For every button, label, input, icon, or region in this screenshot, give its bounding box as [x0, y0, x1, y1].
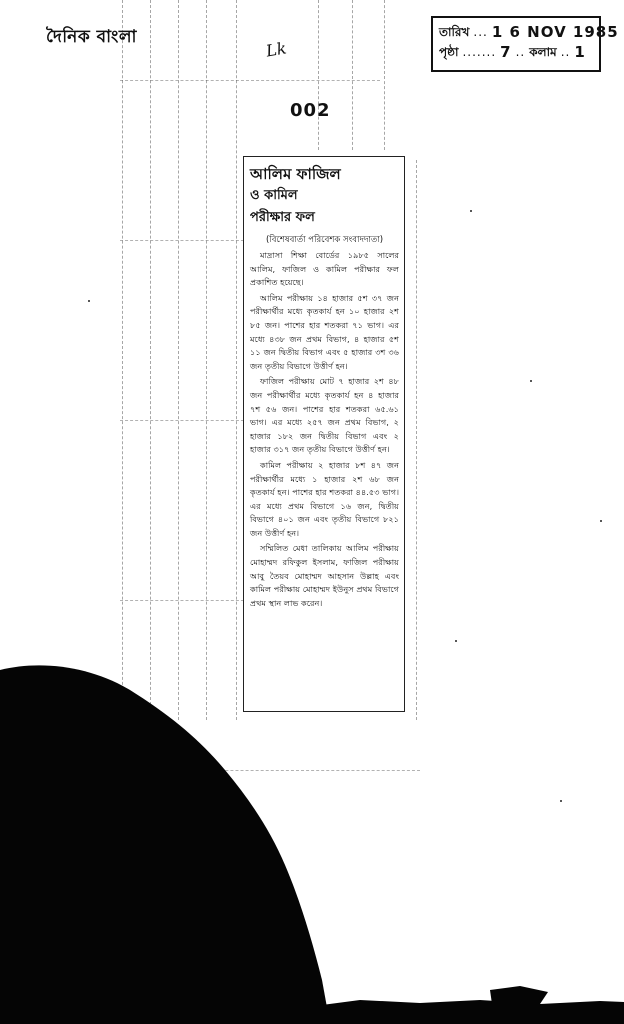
stamp-leader: ... — [473, 25, 488, 39]
scan-speck — [455, 640, 457, 642]
reference-number: 002 — [290, 100, 331, 121]
stamp-page-row — [439, 42, 593, 62]
stamp-date-value: 1 6 NOV 1985 — [491, 23, 619, 41]
ruling-line — [178, 0, 179, 720]
clipping-headline-line-3: পরীক্ষার ফল — [250, 210, 315, 225]
archive-stamp — [431, 16, 619, 72]
ruling-line — [384, 0, 385, 150]
stamp-column-label: কলাম — [529, 45, 557, 59]
stamp-leader: .. — [515, 45, 526, 59]
scan-speck — [88, 300, 90, 302]
clipping-paragraph: সম্মিলিত মেধা তালিকায় আলিম পরীক্ষায় মোহাম্মদ রফিকুল ইসলাম, ফাজিল পরীক্ষায় আবু তৈয়ব মোহাম্মদ আহসান উল্লাহ এবং কামিল পরীক্ষায় মোহাম্মদ ইউনুস প্রথম বিভাগে প্রথম স্থান লাভ করেন। — [250, 543, 399, 608]
stamp-page-label: পৃষ্ঠা — [439, 45, 459, 59]
scan-speck — [470, 210, 472, 212]
stamp-column-value: 1 — [574, 43, 586, 61]
stamp-leader: .. — [560, 45, 571, 59]
handwritten-mark: Lk — [264, 38, 288, 61]
stamp-page-value: 7 — [500, 43, 512, 61]
scan-speck — [560, 800, 562, 802]
clipping-paragraph: ফাজিল পরীক্ষায় মোট ৭ হাজার ২শ ৪৮ জন পরীক্ষার্থীর মধ্যে কৃতকার্য হন ৪ হাজার ৭শ ৫৬ জন। পাশের হার শতকরা ৬৫.৬১ ভাগ। এর মধ্যে ২৫৭ জন প্রথম বিভাগ, ২ হাজার ১৮২ জন দ্বিতীয় বিভাগ এবং ২ হাজার ৩১৭ জন তৃতীয় বিভাগে উত্তীর্ণ হন। — [250, 376, 399, 455]
ruling-line — [352, 0, 353, 150]
clipping-paragraph: আলিম পরীক্ষায় ১৪ হাজার ৫শ ৩৭ জন পরীক্ষার্থীর মধ্যে কৃতকার্য হন ১০ হাজার ২শ ৮৫ জন। পাশের হার শতকরা ৭১ ভাগ। এর মধ্যে ৪৩৮ জন প্রথম বিভাগ, ৪ হাজার ৫শ ১১ জন দ্বিতীয় বিভাগ এবং ৫ হাজার ৩শ ৩৬ জন তৃতীয় বিভাগে উত্তীর্ণ হন। — [250, 292, 399, 371]
ruling-line — [122, 0, 123, 720]
clipping-headline-line-2: ও কামিল — [250, 188, 298, 203]
ruling-line — [120, 80, 380, 81]
clipping-paragraph: কামিল পরীক্ষায় ২ হাজার ৮শ ৪৭ জন পরীক্ষার্থীর মধ্যে ১ হাজার ২শ ৬৮ জন কৃতকার্য হন। পাশের হার শতকরা ৪৪.৫৩ ভাগ। এর মধ্যে প্রথম বিভাগে ১৬ জন, দ্বিতীয় বিভাগে ৪০১ জন এবং তৃতীয় বিভাগে ৮২১ জন উত্তীর্ণ হন। — [250, 459, 399, 538]
scan-speck — [600, 520, 602, 522]
ruling-line — [416, 160, 417, 720]
ruling-line — [236, 0, 237, 720]
stamp-date-label: তারিখ — [439, 25, 470, 39]
stamp-leader: ....... — [462, 45, 497, 59]
scan-speck — [530, 380, 532, 382]
clipping-headline: আলিম ফাজিল — [250, 165, 341, 183]
ruling-line — [150, 0, 151, 720]
ruling-line — [318, 0, 319, 150]
scan-shadow-region — [0, 660, 624, 1024]
clipping-byline: (বিশেষবার্তা পরিবেশক সংবাদদাতা) — [265, 235, 384, 245]
stamp-date-row — [439, 22, 619, 42]
ruling-line — [206, 0, 207, 720]
newspaper-clipping — [243, 156, 405, 712]
clipping-paragraph: মাদ্রাসা শিক্ষা বোর্ডের ১৯৮৫ সালের আলিম, ফাজিল ও কামিল পরীক্ষার ফল প্রকাশিত হয়েছে। — [250, 250, 399, 288]
newspaper-name: দৈনিক বাংলা — [46, 27, 137, 47]
